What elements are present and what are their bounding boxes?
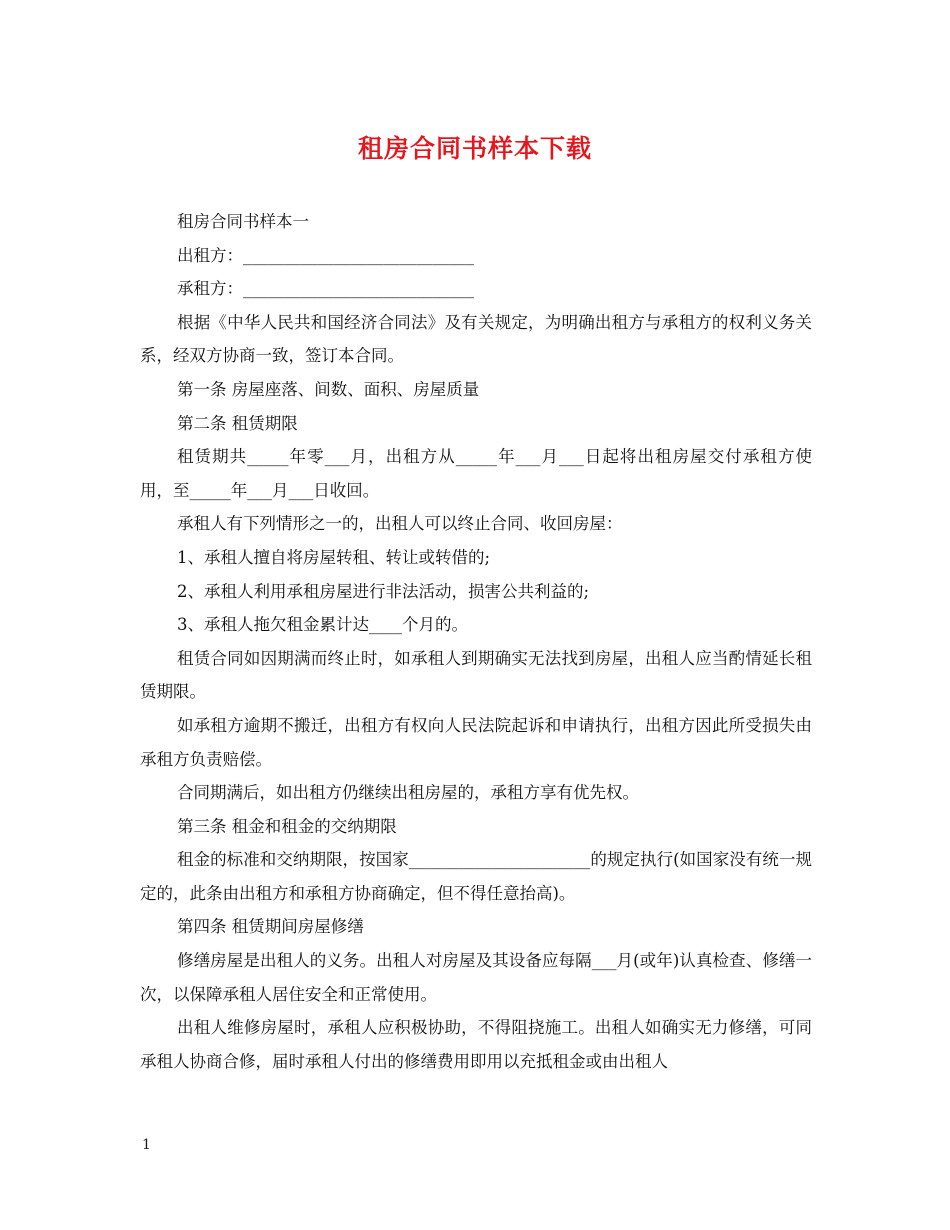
article-3-heading: 第三条 租金和租金的交纳期限 xyxy=(177,816,397,836)
article-2-heading: 第二条 租赁期限 xyxy=(177,413,298,433)
document-title: 租房合同书样本下载 xyxy=(357,134,592,163)
document-body xyxy=(140,205,812,1078)
article-4-heading: 第四条 租赁期间房屋修缮 xyxy=(177,917,364,937)
paragraph-overdue-relocation: 如承租方逾期不搬迁，出租方有权向人民法院起诉和申请执行，出租方因此所受损失由承租方负责赔偿。 xyxy=(140,715,812,769)
paragraph-sample-heading: 租房合同书样本一 xyxy=(177,212,309,231)
paragraph-preamble: 根据《中华人民共和国经济合同法》及有关规定，为明确出租方与承租方的权利义务关系，经双方协商一致，签订本合同。 xyxy=(140,312,812,366)
paragraph-repair-cooperation: 出租人维修房屋时，承租人应积极协助，不得阻挠施工。出租人如确实无力修缮，可同承租人协商合修，届时承租人付出的修缮费用即用以充抵租金或由出租人 xyxy=(140,1018,812,1071)
list-item-3: 3、承租人拖欠租金累计达____个月的。 xyxy=(177,615,468,635)
page-number: 1 xyxy=(142,1137,151,1153)
paragraph-rent-standard: 租金的标准和交纳期限，按国家______________________的规定执行(如国家没有统一规定的，此条由出租方和承租方协商确定，但不得任意抬高)。 xyxy=(140,850,812,903)
paragraph-lessee-field: 承租方：____________________________ xyxy=(177,279,474,299)
paragraph-termination-conditions: 承租人有下列情形之一的，出租人可以终止合同、收回房屋： xyxy=(177,514,623,534)
article-1-heading: 第一条 房屋座落、间数、面积、房屋质量 xyxy=(177,379,480,399)
paragraph-lessor-field: 出租方：____________________________ xyxy=(177,245,474,265)
list-item-2: 2、承租人利用承租房屋进行非法活动，损害公共利益的; xyxy=(177,581,590,601)
paragraph-repair-duty: 修缮房屋是出租人的义务。出租人对房屋及其设备应每隔___月(或年)认真检查、修缮一次，以保障承租人居住安全和正常使用。 xyxy=(140,951,812,1004)
list-item-1: 1、承租人擅自将房屋转租、转让或转借的; xyxy=(177,547,491,567)
paragraph-priority-right: 合同期满后，如出租方仍继续出租房屋的，承租方享有优先权。 xyxy=(177,783,639,803)
paragraph-lease-term: 租赁期共_____年零___月，出租方从_____年___月___日起将出租房屋交付承租方使用，至_____年___月___日收回。 xyxy=(140,447,812,500)
paragraph-expiry-extension: 租赁合同如因期满而终止时，如承租人到期确实无法找到房屋，出租人应当酌情延长租赁期限。 xyxy=(140,648,812,702)
